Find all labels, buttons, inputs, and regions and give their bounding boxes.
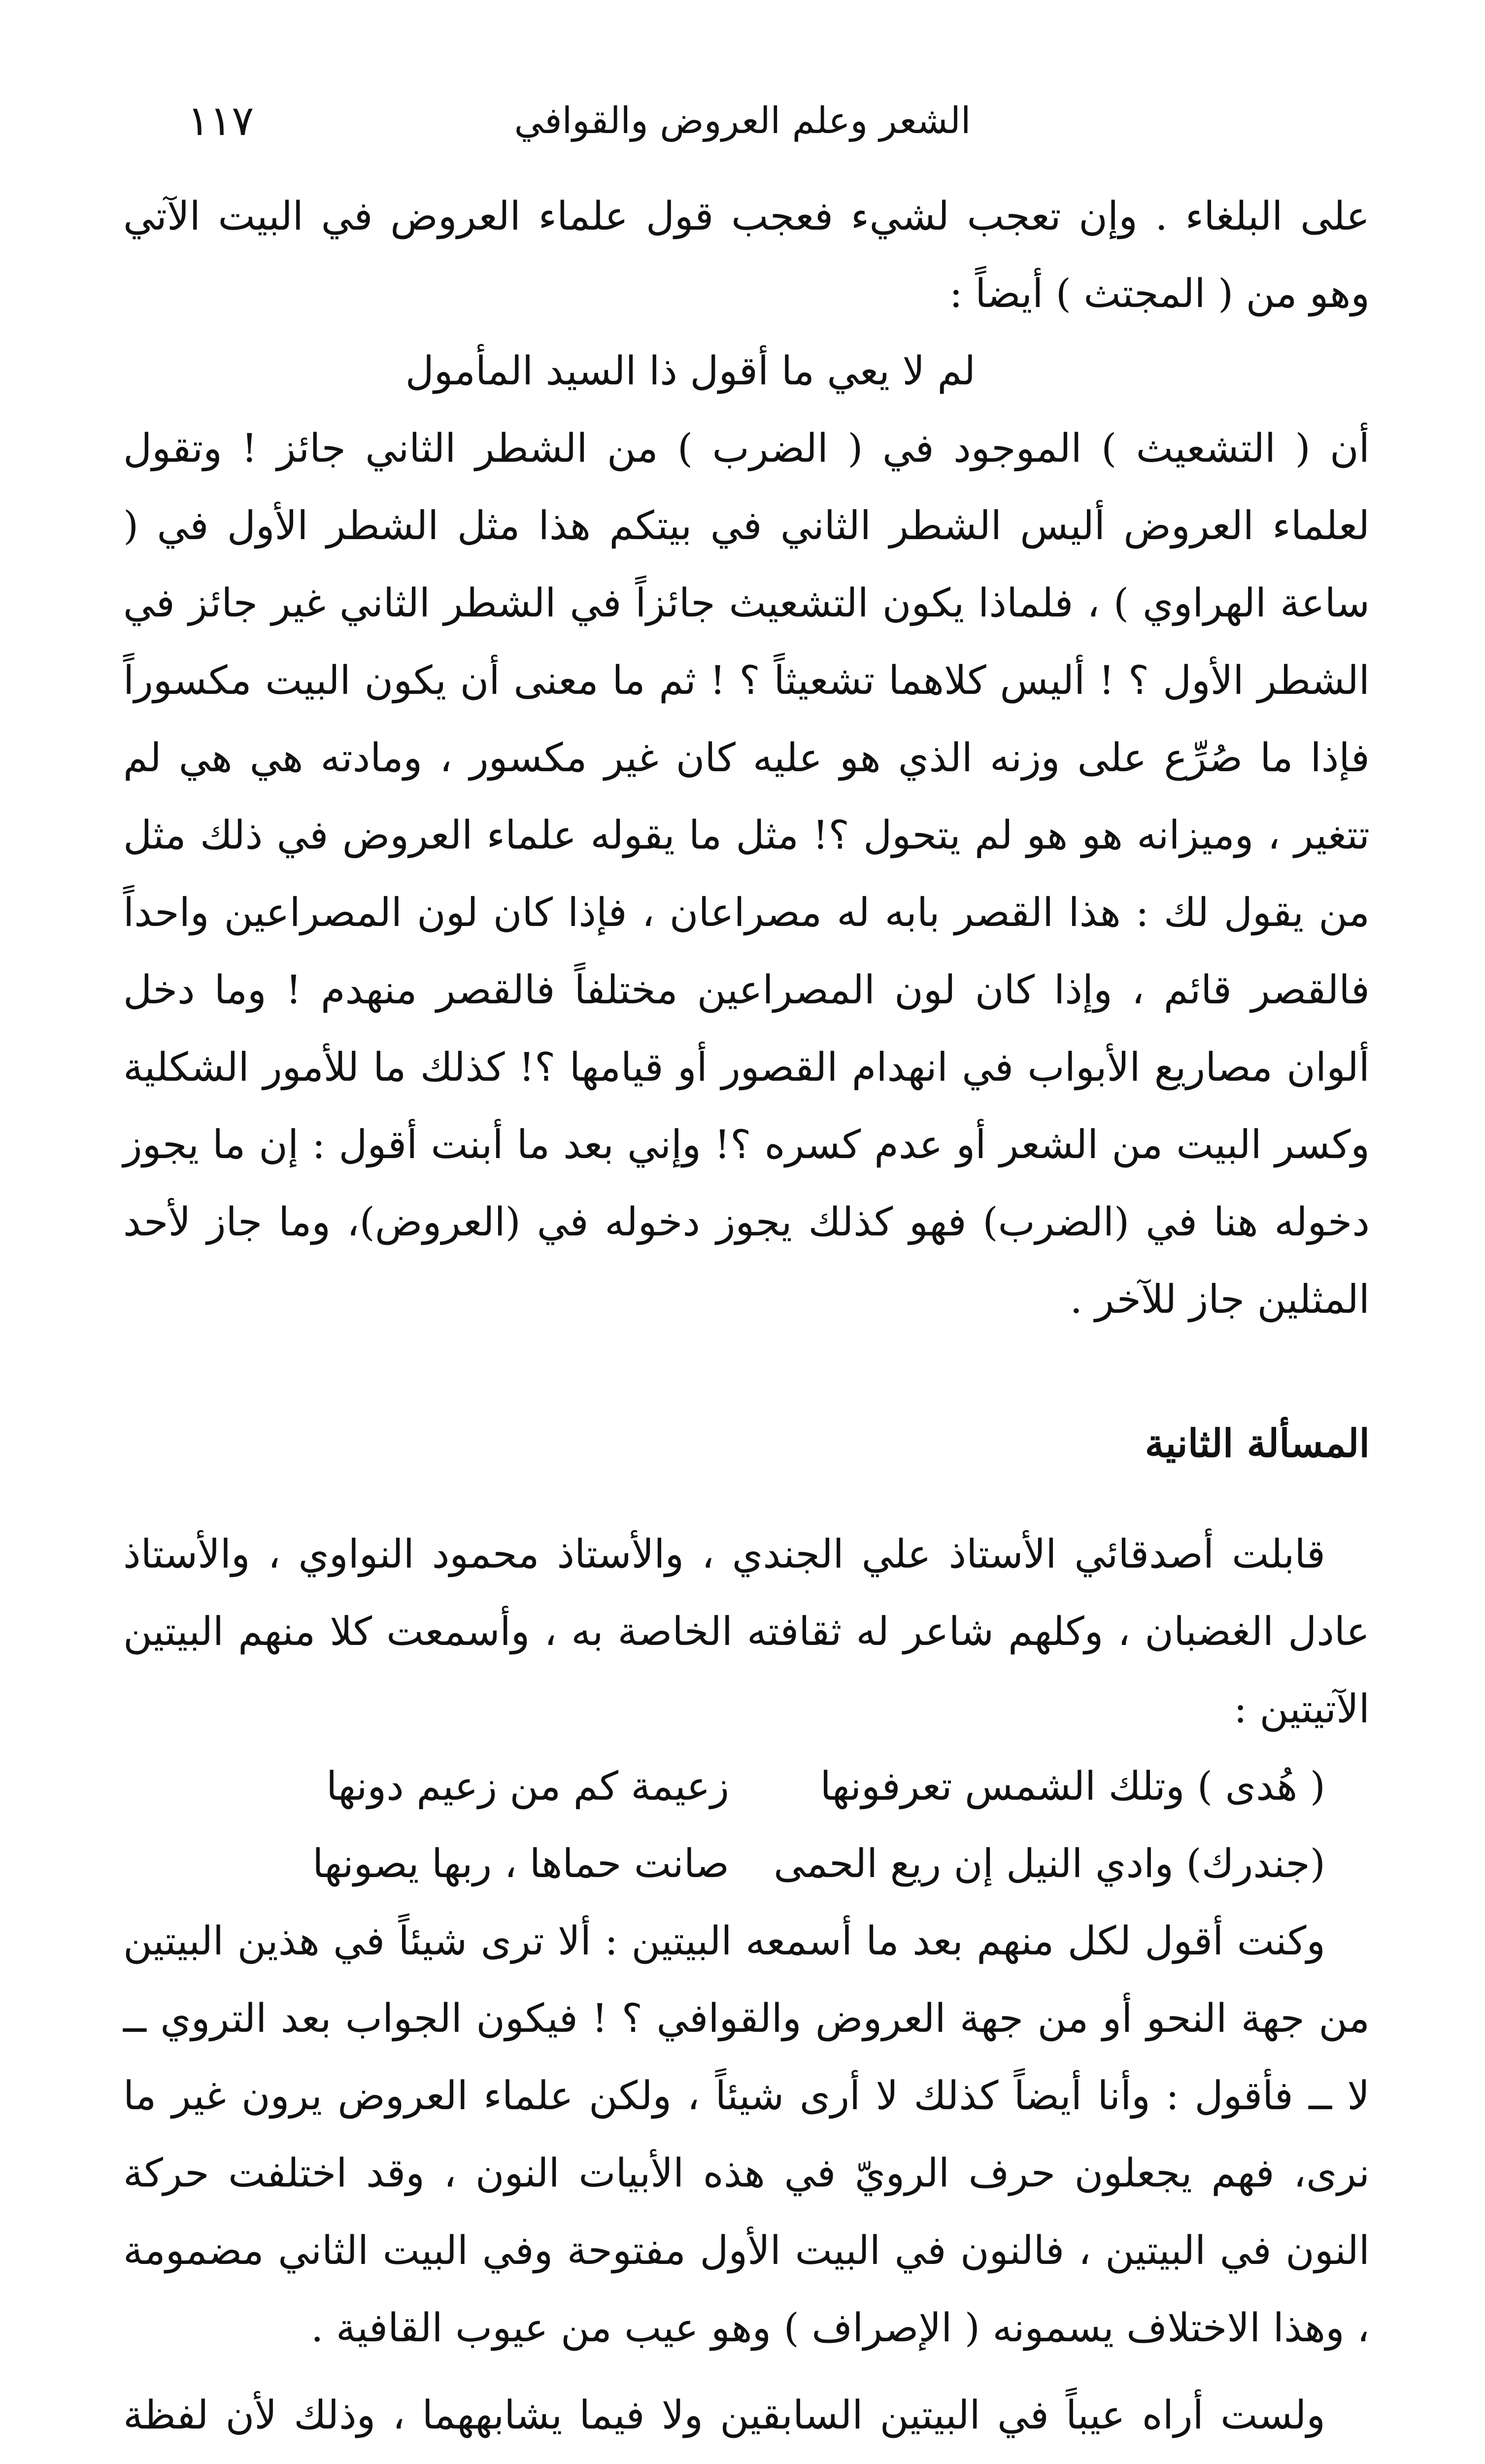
quoted-verse: لم لا يعي ما أقول ذا السيد المأمول bbox=[405, 348, 976, 394]
verse-second-hemistich: زعيمة كم من زعيم دونها bbox=[326, 1763, 729, 1809]
verse-second-hemistich: صانت حماها ، ربها يصونها bbox=[312, 1841, 729, 1886]
paragraph-discussion: أن ( التشعيث ) الموجود في ( الضرب ) من الشطر الثاني جائز ! وتقول لعلماء العروض أليس الشطر الثاني في بيتكم هذا مثل الشطر الأول في ( ساعة الهراوي ) ، فلماذا يكون التشعيث جائزاً في الشطر الثاني غير جائز في الشطر الأول ؟ ! أليس كلاهما تشعيثاً ؟ ! ثم ما معنى أن يكون البيت مكسوراً فإذا ما صُرِّع على وزنه الذي هو عليه كان غير مكسور ، ومادته هي هي لم تتغير ، وميزانه هو هو لم يتحول ؟! مثل ما يقوله علماء العروض في ذلك مثل من يقول لك : هذا القصر بابه له مصراعان ، فإذا كان لون المصراعين واحداً فالقصر قائم ، وإذا كان لون المصراعين مختلفاً فالقصر منهدم ! وما دخل ألوان مصاريع الأبواب في انهدام القصور أو قيامها ؟! كذلك ما للأمور الشكلية وكسر البيت من الشعر أو عدم كسره ؟! وإني بعد ما أبنت أقول : إن ما يجوز دخوله هنا في (الضرب) فهو كذلك يجوز دخوله في (العروض)، وما جاز لأحد المثلين جاز للآخر . bbox=[123, 425, 1370, 1322]
running-head bbox=[123, 94, 1362, 153]
section-heading: المسألة الثانية bbox=[1145, 1421, 1370, 1466]
verse-line bbox=[123, 1825, 1370, 1902]
page-body bbox=[123, 177, 1370, 2464]
verse-line bbox=[123, 1747, 1370, 1825]
paragraph-intro: على البلغاء . وإن تعجب لشيء فعجب قول علماء العروض في البيت الآتي وهو من ( المجتث ) أيضاً : bbox=[123, 193, 1370, 316]
verse-first-hemistich: (جندرك) وادي النيل إن ريع الحمى bbox=[774, 1841, 1325, 1886]
page-number: ١١٧ bbox=[187, 97, 254, 145]
paragraph-analysis: وكنت أقول لكل منهم بعد ما أسمعه البيتين : ألا ترى شيئاً في هذين البيتين من جهة النحو أو من جهة العروض والقوافي ؟ ! فيكون الجواب بعد التروي ــ لا ــ فأقول : وأنا أيضاً كذلك لا أرى شيئاً ، ولكن علماء العروض يرون غير ما نرى، فهم يجعلون حرف الرويّ في هذه الأبيات النون ، وقد اختلفت حركة النون في البيتين ، فالنون في البيت الأول مفتوحة وفي البيت الثاني مضمومة ، وهذا الاختلاف يسمونه ( الإصراف ) وهو عيب من عيوب القافية . bbox=[123, 1918, 1370, 2351]
verse-first-hemistich: ( هُدى ) وتلك الشمس تعرفونها bbox=[820, 1763, 1325, 1809]
paragraph-section-intro: قابلت أصدقائي الأستاذ علي الجندي ، والأستاذ محمود النواوي ، والأستاذ عادل الغضبان ، وكلهم شاعر له ثقافته الخاصة به ، وأسمعت كلا منهم البيتين الآتيتين : bbox=[123, 1531, 1370, 1732]
running-title: الشعر وعلم العروض والقوافي bbox=[514, 100, 971, 142]
paragraph-opinion: ولست أراه عيباً في البيتين السابقين ولا فيما يشابههما ، وذلك لأن لفظة bbox=[123, 2392, 1325, 2438]
